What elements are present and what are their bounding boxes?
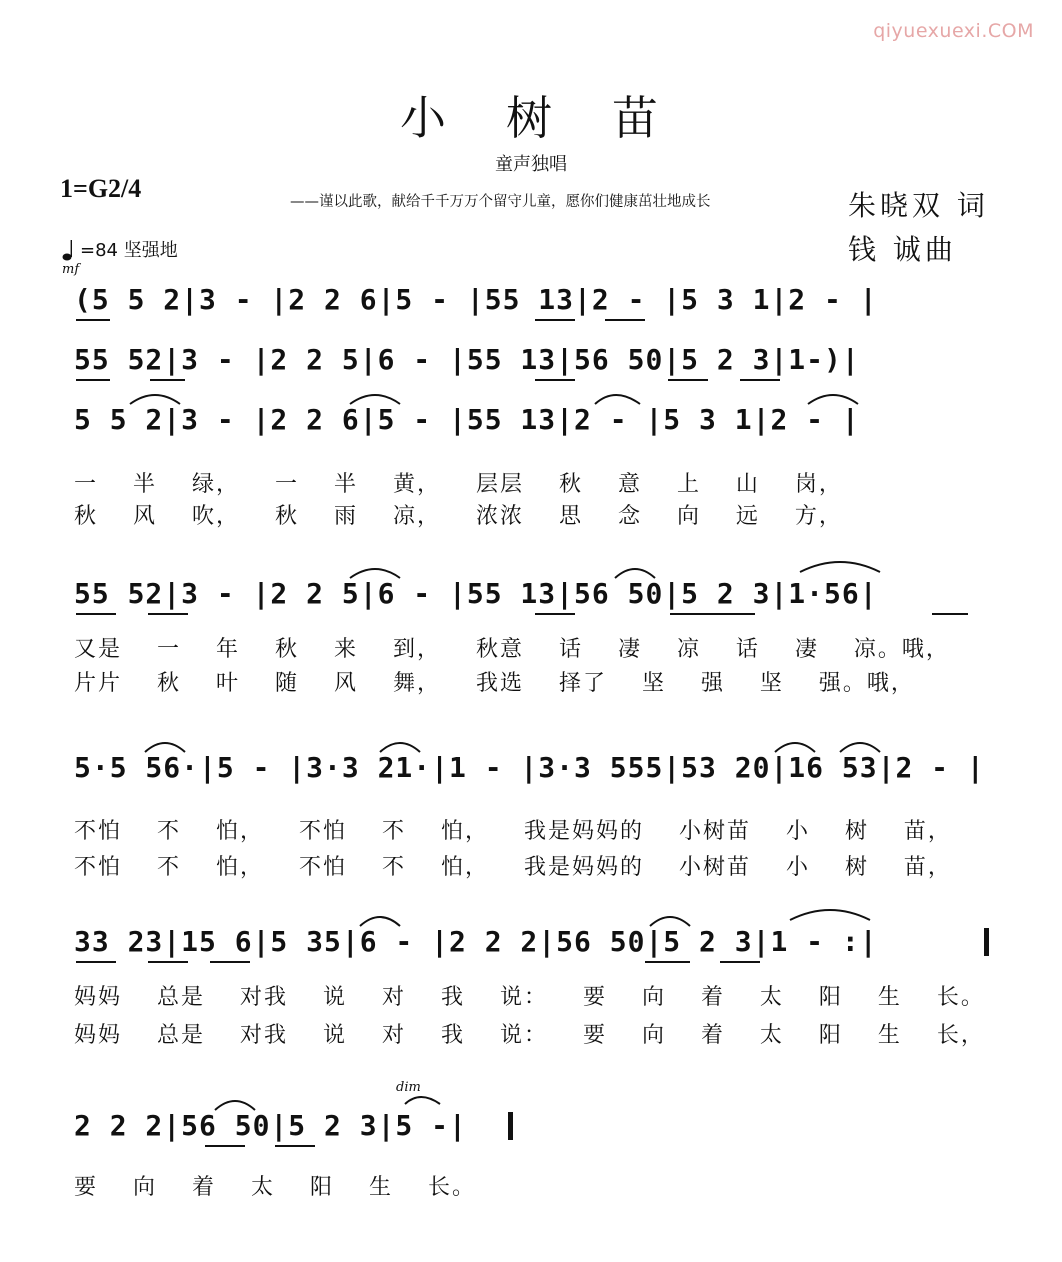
notation-line-4: 55 52|3 - |2 2 5|6 - |55 13|56 50|5 2 3|1·56| <box>74 577 878 610</box>
lyric-line-3: 又是 一 年 秋 来 到， 秋意 话 凄 凉 话 凄 凉。哦， <box>74 637 950 662</box>
notation-line-7: 2 2 2|56 50|5 2 3|5 -| <box>74 1109 467 1142</box>
lyric-line-7: 妈妈 总是 对我 说 对 我 说： 要 向 着 太 阳 生 长。 <box>74 985 985 1010</box>
dedication: ——谨以此歌，献给千千万万个留守儿童，愿你们健康茁壮地成长 <box>290 194 711 210</box>
notation-line-1: (5 5 2|3 - |2 2 6|5 - |55 13|2 - |5 3 1|2 - | <box>74 283 878 316</box>
notation-line-3: 5 5 2|3 - |2 2 6|5 - |55 13|2 - |5 3 1|2 - | <box>74 403 860 436</box>
lyric-line-9: 要 向 着 太 阳 生 长。 <box>74 1175 476 1200</box>
notation-line-2: 55 52|3 - |2 2 5|6 - |55 13|56 50|5 2 3|1-)| <box>74 343 860 376</box>
lyric-line-6: 不怕 不 怕， 不怕 不 怕， 我是妈妈的 小树苗 小 树 苗， <box>74 855 952 880</box>
lyricist-credit: 朱晓双 词 <box>848 189 989 222</box>
lyric-line-1: 一 半 绿， 一 半 黄， 层层 秋 意 上 山 岗， <box>74 472 843 497</box>
notation-line-5: 5·5 56·|5 - |3·3 21·|1 - |3·3 555|53 20|16 53|2 - | <box>74 751 985 784</box>
tempo-marking: =84 坚强地 <box>80 240 178 261</box>
site-watermark: qiyuexuexi.COM <box>873 20 1034 42</box>
lyric-line-4: 片片 秋 叶 随 风 舞， 我选 择了 坚 强 坚 强。哦， <box>74 671 915 696</box>
lyric-line-8: 妈妈 总是 对我 说 对 我 说： 要 向 着 太 阳 生 长， <box>74 1023 985 1048</box>
lyric-line-2: 秋 风 吹， 秋 雨 凉， 浓浓 思 念 向 远 方， <box>74 504 843 529</box>
notation-line-6: 33 23|15 6|5 35|6 - |2 2 2|56 50|5 2 3|1 - :| <box>74 925 878 958</box>
dynamic-mf: mf <box>62 262 80 277</box>
composer-credit: 钱 诚曲 <box>848 233 957 266</box>
dynamic-dim: dim <box>396 1080 421 1095</box>
song-title: 小树苗 <box>400 91 718 145</box>
key-time-signature: 1=G2/4 <box>60 174 142 203</box>
lyric-line-5: 不怕 不 怕， 不怕 不 怕， 我是妈妈的 小树苗 小 树 苗， <box>74 819 952 844</box>
song-subtitle: 童声独唱 <box>495 154 567 175</box>
